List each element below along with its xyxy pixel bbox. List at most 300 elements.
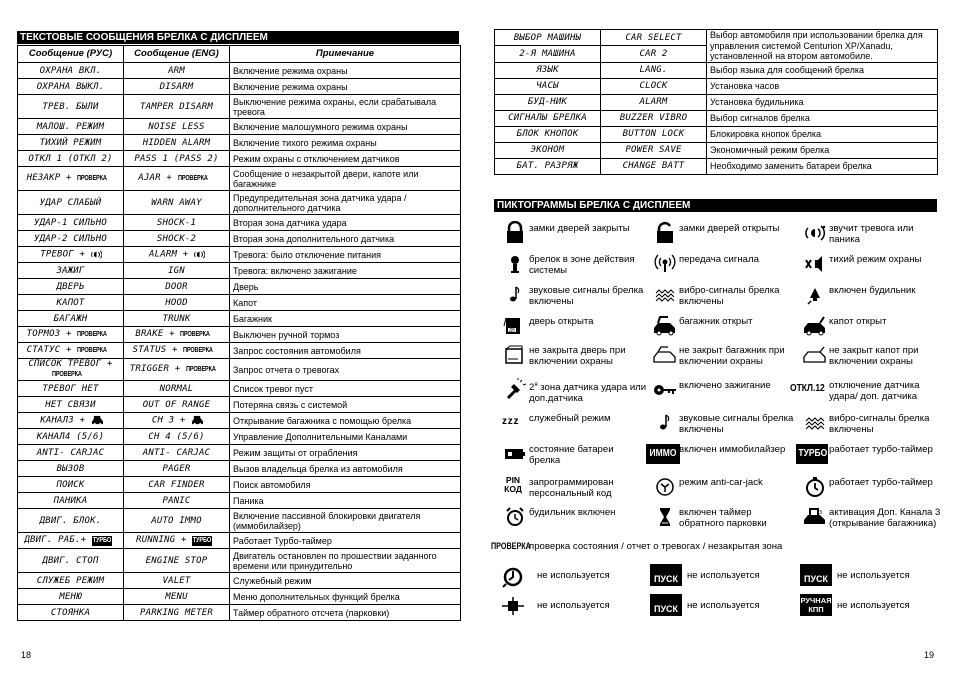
cell-ru xyxy=(18,533,124,549)
message-en: HOOD xyxy=(165,297,188,308)
message-ru: ПОИСК xyxy=(56,479,85,490)
table-row xyxy=(18,311,461,327)
cell-en xyxy=(124,605,230,621)
cell-note xyxy=(230,509,461,533)
cell-note xyxy=(230,95,461,119)
table-row xyxy=(495,158,938,174)
anti-car-jack-icon xyxy=(652,475,678,499)
pictogram-description xyxy=(679,223,797,234)
table-row xyxy=(18,493,461,509)
pictogram-description xyxy=(829,285,941,296)
battery-icon xyxy=(502,442,528,466)
message-en: CH 3 + xyxy=(151,415,186,426)
zone-suffix: я xyxy=(534,382,538,388)
pictogram-text: тихий режим охраны xyxy=(829,254,922,265)
pictogram-text: будильник включен xyxy=(529,507,616,518)
message-en: CAR SELECT xyxy=(625,32,682,43)
turbo-badge: ТУРБО xyxy=(92,537,111,544)
pictogram-description xyxy=(529,380,647,404)
message-en: SHOCK-1 xyxy=(156,217,197,228)
table-row xyxy=(18,247,461,263)
check-badge: ПРОВЕРКА xyxy=(51,371,82,378)
trunk-icon xyxy=(191,415,201,425)
message-en: WARN AWAY xyxy=(151,197,202,208)
trunk-icon xyxy=(91,415,101,425)
door-open-icon xyxy=(502,314,528,338)
unused-pusk-2-icon xyxy=(650,594,682,616)
cell-ru xyxy=(18,605,124,621)
cell-note xyxy=(230,167,461,191)
silent-icon xyxy=(802,252,828,276)
pictogram-text: звуковые сигналы брелка включены xyxy=(679,413,794,435)
table-row xyxy=(18,151,461,167)
message-note: Тревога: включено зажигание xyxy=(233,265,357,276)
message-note: Блокировка кнопок брелка xyxy=(710,129,822,139)
message-ru: КАНАЛ4 (5/6) xyxy=(36,431,105,442)
message-en: CAR 2 xyxy=(639,48,668,59)
pictogram-text: звуковые сигналы брелка включены xyxy=(529,285,644,307)
message-en: POWER SAVE xyxy=(625,145,682,155)
message-en: CHANGE BATT xyxy=(622,161,685,171)
cell-ru xyxy=(18,493,124,509)
message-ru: ОХРАНА ВЫКЛ. xyxy=(36,81,105,92)
message-note: Таймер обратного отсчета (парковки) xyxy=(233,607,390,618)
cell-ru xyxy=(495,126,601,142)
cell-ru xyxy=(495,30,601,46)
cell-note xyxy=(230,191,461,215)
pictogram-text: дверь открыта xyxy=(529,316,594,327)
message-note: Открывание багажника с помощью брелка xyxy=(233,415,412,426)
table-row xyxy=(18,413,461,429)
pictogram-description xyxy=(679,316,797,327)
pictogram-text: отключение датчика удара/ доп. датчика xyxy=(829,380,920,402)
label-icon-text: РУЧНАЯ КПП xyxy=(800,596,832,614)
cell-en xyxy=(124,263,230,279)
pictogram-text: режим anti-car-jack xyxy=(679,477,763,488)
message-en: ALARM xyxy=(639,97,668,107)
cell-note xyxy=(230,549,461,573)
table-row xyxy=(18,429,461,445)
cell-ru xyxy=(18,549,124,573)
unused-pusk-icon xyxy=(650,564,682,586)
table-row xyxy=(18,509,461,533)
cell-note xyxy=(230,263,461,279)
cell-ru xyxy=(18,477,124,493)
table-row xyxy=(18,589,461,605)
cell-ru xyxy=(18,343,124,359)
message-ru: НЕТ СВЯЗИ xyxy=(45,399,96,410)
cell-ru xyxy=(18,573,124,589)
pictogram-text: состояние батареи брелка xyxy=(529,444,614,466)
pictogram-description xyxy=(537,600,610,611)
pictogram-description xyxy=(679,413,797,435)
message-note: Режим охраны с отключением датчиков xyxy=(233,153,400,164)
pictogram-description xyxy=(679,285,797,307)
pictogram-description xyxy=(529,285,647,307)
message-note: Установка будильника xyxy=(710,97,804,107)
hood-not-closed-icon xyxy=(802,343,828,367)
check-badge: ПРОВЕРКА xyxy=(77,331,107,338)
messages-table xyxy=(17,45,461,621)
check-label-icon: ПРОВЕРКА xyxy=(491,541,531,551)
cell-en xyxy=(124,279,230,295)
cell-en xyxy=(124,493,230,509)
message-ru: УДАР-2 СИЛЬНО xyxy=(33,233,108,244)
trunk-open-icon xyxy=(652,314,678,338)
cell-en xyxy=(124,533,230,549)
pictogram-text: не используется xyxy=(537,570,610,581)
vibro-fob-icon xyxy=(802,411,828,435)
immo-icon xyxy=(646,444,680,464)
label-icon-text: ПУСК xyxy=(653,604,679,614)
cell-en xyxy=(124,445,230,461)
cell-en xyxy=(124,381,230,397)
pictogram-text: включен таймер обратного парковки xyxy=(679,507,767,529)
cell-note xyxy=(230,477,461,493)
message-note: Управление Дополнительными Каналами xyxy=(233,431,408,442)
cell-en xyxy=(124,231,230,247)
message-note: Включение режима охраны xyxy=(233,81,348,92)
message-en: RUNNING + xyxy=(136,535,187,545)
cell-ru xyxy=(18,63,124,79)
pictogram-text: работает турбо-таймер xyxy=(829,477,933,488)
message-ru: ТИХИЙ РЕЖИМ xyxy=(39,137,102,148)
pictograms-section-header: ПИКТОГРАММЫ БРЕЛКА С ДИСПЛЕЕМ xyxy=(494,199,937,212)
message-note: Выключен ручной тормоз xyxy=(233,329,340,340)
message-note: Тревога: было отключение питания xyxy=(233,249,382,260)
message-note: Работает Турбо-таймер xyxy=(233,535,332,546)
cell-en xyxy=(124,295,230,311)
cell-en xyxy=(124,549,230,573)
cell-note xyxy=(230,605,461,621)
hourglass-icon xyxy=(652,505,678,529)
alarm-clock-icon xyxy=(502,505,528,529)
pictogram-text: не закрыта дверь при включении охраны xyxy=(529,345,626,367)
pictogram-description xyxy=(529,507,647,518)
cell-en xyxy=(124,359,230,381)
cell-ru xyxy=(18,461,124,477)
cell-note xyxy=(230,573,461,589)
trunk-not-closed-icon xyxy=(652,343,678,367)
message-ru: СИГНАЛЫ БРЕЛКА xyxy=(508,113,587,123)
cell-note xyxy=(230,151,461,167)
table-row xyxy=(18,191,461,215)
table-row xyxy=(495,110,938,126)
pictogram-description xyxy=(687,600,760,611)
table-row xyxy=(495,30,938,46)
message-ru: ТОРМОЗ + xyxy=(26,329,72,339)
cell-en xyxy=(124,63,230,79)
pictogram-description xyxy=(829,507,941,529)
cell-ru xyxy=(495,78,601,94)
pictogram-description xyxy=(529,345,647,367)
message-ru: ВЫБОР МАШИНЫ xyxy=(513,32,582,43)
message-en: LANG. xyxy=(639,65,668,75)
message-note: Выбор автомобиля при использовании брелка для управления системой Centurion XP/Xanadu, установленной на втором автомобиле. xyxy=(710,30,923,61)
pictogram-description xyxy=(679,444,797,455)
message-en: TRIGGER + xyxy=(129,364,181,374)
cell-ru xyxy=(18,247,124,263)
pictogram-text: включено зажигание xyxy=(679,380,771,391)
label-icon-text: ПУСК xyxy=(803,574,829,584)
sound-icon xyxy=(502,283,528,307)
cell-en xyxy=(124,119,230,135)
cell-en xyxy=(601,78,707,94)
cell-en xyxy=(124,327,230,343)
pin-icon xyxy=(502,475,528,499)
message-en: ARM xyxy=(168,65,185,76)
message-en: CLOCK xyxy=(639,81,668,91)
pictogram-text: не используется xyxy=(687,570,760,581)
cell-en xyxy=(601,142,707,158)
cell-en xyxy=(124,413,230,429)
cell-note xyxy=(230,397,461,413)
cell-ru xyxy=(18,167,124,191)
message-en: ANTI- CARJAC xyxy=(142,447,211,458)
message-ru: НЕЗАКР + xyxy=(26,173,72,183)
col-header-en: Сообщение (ENG) xyxy=(124,46,230,63)
turbo-timer-icon xyxy=(802,475,828,499)
message-en: MENU xyxy=(165,591,188,602)
pictogram-text: не закрыт капот при включении охраны xyxy=(829,345,919,367)
cell-note xyxy=(230,247,461,263)
table-row xyxy=(18,215,461,231)
cell-en xyxy=(124,477,230,493)
sensor-off-icon xyxy=(790,378,830,402)
message-ru: СЛУЖЕБ РЕЖИМ xyxy=(36,575,105,586)
cell-note xyxy=(707,94,938,110)
message-en: TRUNK xyxy=(162,313,191,324)
pictogram-text: передача сигнала xyxy=(679,254,759,265)
message-note: Экономичный режим брелка xyxy=(710,145,830,155)
check-badge: ПРОВЕРКА xyxy=(180,331,211,338)
cell-en xyxy=(124,573,230,589)
pictogram-description xyxy=(829,380,941,402)
table-row xyxy=(18,605,461,621)
cell-note xyxy=(230,119,461,135)
cell-ru xyxy=(18,445,124,461)
turbo-icon xyxy=(796,444,828,464)
pictogram-description xyxy=(829,413,941,435)
cell-en xyxy=(124,167,230,191)
cell-en xyxy=(601,126,707,142)
label-icon-text: ОТКЛ.12 xyxy=(790,383,825,394)
pictogram-text: работает турбо-таймер xyxy=(829,444,933,455)
message-note: Необходимо заменить батареи брелка xyxy=(710,161,872,171)
cell-ru xyxy=(495,110,601,126)
cell-en xyxy=(124,461,230,477)
message-note: Багажник xyxy=(233,313,272,324)
table-header-row xyxy=(18,46,461,63)
message-ru: ЭКОНОМ xyxy=(530,145,565,155)
message-note: Паника xyxy=(233,495,264,506)
cell-note xyxy=(230,135,461,151)
cell-note xyxy=(230,327,461,343)
cell-note xyxy=(230,429,461,445)
pictogram-text: активация Доп. Канала 3 (открывание багажника) xyxy=(829,507,941,529)
pictogram-text: замки дверей открыты xyxy=(679,223,780,234)
shock-zone2-icon xyxy=(502,378,528,402)
message-ru: СПИСОК ТРЕВОГ + xyxy=(28,359,113,369)
table-row xyxy=(495,126,938,142)
message-note: Служебный режим xyxy=(233,575,312,586)
cell-note xyxy=(707,142,938,158)
cell-en xyxy=(124,429,230,445)
siren-icon xyxy=(802,221,828,245)
check-badge: ПРОВЕРКА xyxy=(186,366,216,373)
message-note: Дверь xyxy=(233,281,259,292)
cell-note xyxy=(230,231,461,247)
cell-ru xyxy=(18,191,124,215)
message-ru: 2-Я МАШИНА xyxy=(519,48,576,59)
message-en: HIDDEN ALARM xyxy=(142,137,211,148)
pictogram-description xyxy=(829,444,941,455)
message-note: Потеряна связь с системой xyxy=(233,399,348,410)
message-note: Сообщение о незакрытой двери, капоте или багажнике xyxy=(233,168,419,189)
message-en: CH 4 (5/6) xyxy=(148,431,205,442)
pictogram-description xyxy=(679,380,797,391)
cell-note xyxy=(230,279,461,295)
table-row xyxy=(18,461,461,477)
message-ru: КАПОТ xyxy=(56,297,85,308)
message-en: ALARM + xyxy=(149,249,189,260)
message-en: DOOR xyxy=(165,281,188,292)
pictogram-description xyxy=(679,345,797,367)
message-ru: ДВИГ. БЛОК. xyxy=(39,515,102,526)
table-row xyxy=(18,397,461,413)
message-ru: БАТ. РАЗРЯЖ xyxy=(516,161,579,171)
siren-icon xyxy=(194,249,204,259)
ignition-icon xyxy=(652,378,678,402)
cell-ru xyxy=(18,135,124,151)
cell-note xyxy=(707,62,938,78)
message-en: CAR FINDER xyxy=(148,479,205,490)
cell-en xyxy=(601,62,707,78)
table-row xyxy=(18,343,461,359)
cell-note xyxy=(230,445,461,461)
pictogram-description xyxy=(829,223,941,245)
label-icon-text: ПУСК xyxy=(653,574,679,584)
unused-kpp-icon xyxy=(800,594,832,616)
message-ru: БЛОК КНОПОК xyxy=(516,129,579,139)
message-ru: УДАР-1 СИЛЬНО xyxy=(33,217,108,228)
message-en: OUT OF RANGE xyxy=(142,399,211,410)
cell-ru xyxy=(18,79,124,95)
cell-en xyxy=(124,191,230,215)
cell-en xyxy=(601,30,707,46)
check-badge: ПРОВЕРКА xyxy=(183,347,213,354)
message-note: Включение малошумного режима охраны xyxy=(233,121,408,132)
cell-ru xyxy=(18,151,124,167)
pictogram-description xyxy=(829,477,941,488)
pictogram-text: не используется xyxy=(837,570,910,581)
message-note: Установка часов xyxy=(710,81,780,91)
pictogram-description xyxy=(679,507,797,529)
label-icon-text: ТУРБО xyxy=(798,448,828,459)
vibro-icon xyxy=(652,283,678,307)
cell-ru xyxy=(18,413,124,429)
label-icon-text: z z z xyxy=(502,416,518,427)
message-ru: МЕНЮ xyxy=(59,591,82,602)
cell-ru xyxy=(18,231,124,247)
pictogram-text: брелок в зоне действия системы xyxy=(529,254,635,276)
message-ru: МАЛОШ. РЕЖИМ xyxy=(36,121,105,132)
cell-en xyxy=(124,95,230,119)
message-ru: ВЫЗОВ xyxy=(56,463,85,474)
pictogram-description xyxy=(537,570,610,581)
message-ru: ДВЕРЬ xyxy=(56,281,85,292)
cell-ru xyxy=(18,311,124,327)
cell-ru xyxy=(18,381,124,397)
transmit-icon xyxy=(652,252,678,276)
ch3-icon xyxy=(802,505,828,529)
message-en: IGN xyxy=(168,265,185,276)
cell-note xyxy=(707,126,938,142)
pictogram-text: включен будильник xyxy=(829,285,916,296)
table-row xyxy=(495,94,938,110)
label-icon-text: PIN КОД xyxy=(504,475,522,494)
table-row xyxy=(18,263,461,279)
pictogram-text: вибро-сигналы брелка включены xyxy=(679,285,780,307)
message-en: DISARM xyxy=(159,81,194,92)
cell-en xyxy=(124,79,230,95)
table-row xyxy=(18,79,461,95)
table-row xyxy=(18,327,461,343)
message-en: BUZZER VIBRO xyxy=(619,113,688,123)
pictogram-text: не закрыт багажник при включении охраны xyxy=(679,345,785,367)
table-row xyxy=(495,62,938,78)
table-row xyxy=(18,359,461,381)
message-note: Предупредительная зона датчика удара / дополнительного датчика xyxy=(233,192,407,213)
message-ru: ЧАСЫ xyxy=(536,81,559,91)
table-row xyxy=(18,135,461,151)
svg-text:ДВ: ДВ xyxy=(509,327,515,333)
table-row xyxy=(18,477,461,493)
cell-en xyxy=(601,46,707,62)
message-en: NOISE LESS xyxy=(148,121,205,132)
cell-ru xyxy=(18,359,124,381)
cell-ru xyxy=(18,589,124,605)
pictogram-text: служебный режим xyxy=(529,413,611,424)
table-row xyxy=(18,231,461,247)
message-en: VALET xyxy=(162,575,191,586)
message-ru: ОХРАНА ВКЛ. xyxy=(39,65,102,76)
cell-note xyxy=(230,381,461,397)
table-row xyxy=(495,142,938,158)
message-note: Включение режима охраны xyxy=(233,65,348,76)
check-status-text: проверка состояния / отчет о тревогах / незакрытая зона xyxy=(529,541,783,552)
cell-note xyxy=(230,343,461,359)
pictogram-text: не используется xyxy=(687,600,760,611)
cell-en xyxy=(601,94,707,110)
message-en: PAGER xyxy=(162,463,191,474)
message-ru: ДВИГ. РАБ.+ xyxy=(24,535,87,545)
pictogram-description xyxy=(529,477,647,499)
message-en: ENGINE STOP xyxy=(145,555,208,566)
hood-open-icon xyxy=(802,314,828,338)
cell-en xyxy=(124,397,230,413)
table-row xyxy=(18,549,461,573)
check-badge: ПРОВЕРКА xyxy=(177,175,208,182)
pictogram-text: звучит тревога или паника xyxy=(829,223,914,245)
message-ru: ТРЕВОГ + xyxy=(40,249,86,260)
cell-en xyxy=(124,215,230,231)
pictogram-description xyxy=(687,570,760,581)
message-en: AUTO IMMO xyxy=(151,515,202,526)
cell-ru xyxy=(18,397,124,413)
message-note: Режим защиты от ограбления xyxy=(233,447,358,458)
cell-ru xyxy=(18,215,124,231)
